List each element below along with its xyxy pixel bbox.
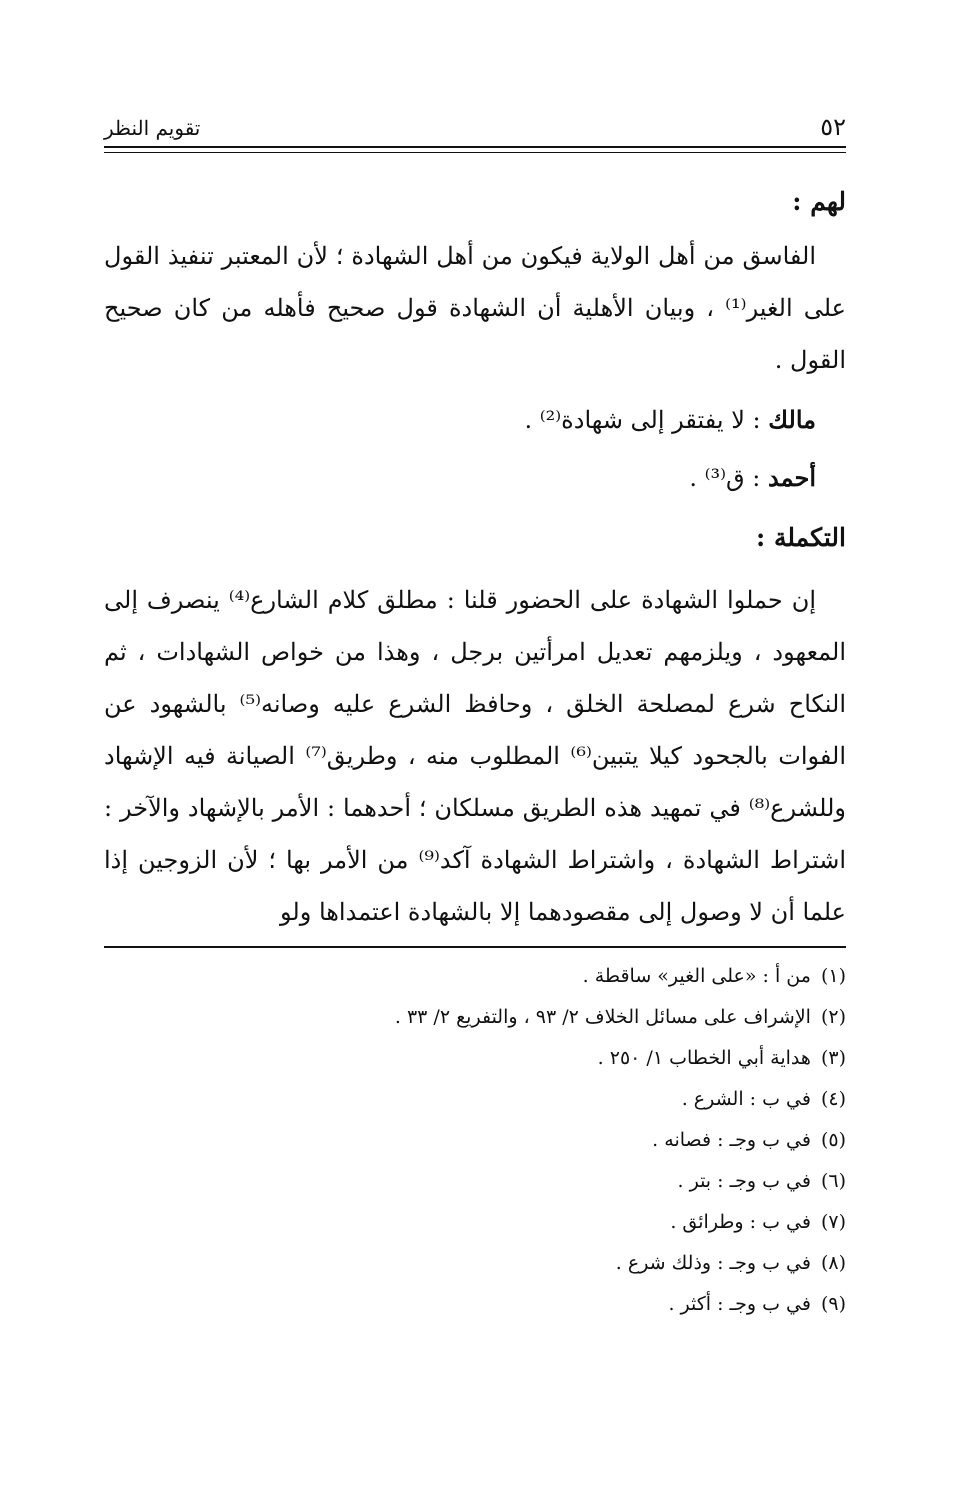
footnote-item	[104, 1120, 846, 1161]
footnote-number: (٦)	[820, 1170, 846, 1192]
ahmad-text: : ق⁽³⁾ .	[689, 464, 769, 492]
footnote-text: من أ : «على الغير» ساقطة .	[582, 965, 811, 987]
header-rule-thick	[104, 146, 846, 148]
footnote-item	[104, 956, 846, 997]
malik-line	[104, 400, 816, 440]
page-number: ٥٢	[820, 113, 846, 141]
footnote-number: (٣)	[820, 1047, 846, 1069]
malik-text: : لا يفتقر إلى شهادة⁽²⁾ .	[524, 406, 769, 434]
footnote-number: (٤)	[820, 1088, 846, 1110]
footnote-separator	[104, 946, 846, 948]
footnote-text: هداية أبي الخطاب ١/ ٢٥٠ .	[597, 1047, 811, 1069]
footnote-number: (٨)	[820, 1252, 846, 1274]
ahmad-line	[104, 458, 816, 498]
footnote-item	[104, 1202, 846, 1243]
header-rule-thin	[104, 152, 846, 153]
footnote-text: الإشراف على مسائل الخلاف ٢/ ٩٣ ، والتفريع ٢/ ٣٣ .	[394, 1006, 811, 1028]
footnote-number: (٥)	[820, 1129, 846, 1151]
footnotes-list	[104, 956, 846, 1325]
footnote-item	[104, 1079, 846, 1120]
footnote-text: في ب وجـ : بتر .	[677, 1170, 811, 1192]
footnote-number: (٧)	[820, 1211, 846, 1233]
takmila-heading: التكملة :	[756, 523, 846, 552]
paragraph-1: الفاسق من أهل الولاية فيكون من أهل الشهادة ؛ لأن المعتبر تنفيذ القول على الغير⁽¹⁾ ، وبيان الأهلية أن الشهادة قول صحيح فأهله من كان صحيح القول .	[104, 242, 846, 374]
footnote-item	[104, 1161, 846, 1202]
footnote-item	[104, 1038, 846, 1079]
footnote-number: (٢)	[820, 1006, 846, 1028]
lahum-heading: لهم :	[792, 187, 846, 216]
malik-term: مالك	[768, 405, 816, 434]
footnote-text: في ب : وطرائق .	[670, 1211, 811, 1233]
footnote-item	[104, 997, 846, 1038]
running-title: تقويم النظر	[104, 116, 201, 140]
footnote-number: (١)	[820, 965, 846, 987]
footnote-item	[104, 1284, 846, 1325]
footnote-number: (٩)	[820, 1293, 846, 1315]
ahmad-term: أحمد	[768, 463, 816, 492]
footnote-item	[104, 1243, 846, 1284]
paragraph-2: إن حملوا الشهادة على الحضور قلنا : مطلق كلام الشارع⁽⁴⁾ ينصرف إلى المعهود ، ويلزمهم تعديل امرأتين برجل ، وهذا من خواص الشهادات ، ثم النكاح شرع لمصلحة الخلق ، وحافظ الشرع عليه وصانه⁽⁵⁾ بالشهود عن الفوات بالجحود كيلا يتبين⁽⁶⁾ المطلوب منه ، وطريق⁽⁷⁾ الصيانة فيه الإشهاد وللشرع⁽⁸⁾ في تمهيد هذه الطريق مسلكان ؛ أحدهما : الأمر بالإشهاد والآخر : اشتراط الشهادة ، واشتراط الشهادة آكد⁽⁹⁾ من الأمر بها ؛ لأن الزوجين إذا علما أن لا وصول إلى مقصودهما إلا بالشهادة اعتمداها ولو	[104, 586, 847, 926]
footnote-text: في ب : الشرع .	[681, 1088, 811, 1110]
footnote-text: في ب وجـ : أكثر .	[668, 1293, 811, 1315]
footnote-text: في ب وجـ : فصانه .	[652, 1129, 811, 1151]
footnote-text: في ب وجـ : وذلك شرع .	[615, 1252, 811, 1274]
